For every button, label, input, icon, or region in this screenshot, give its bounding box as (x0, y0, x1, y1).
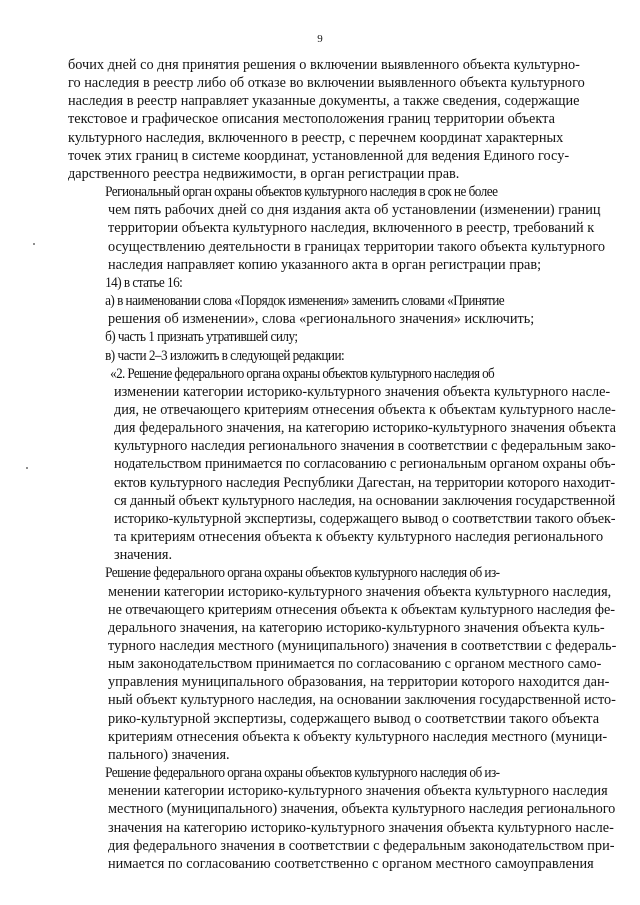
text-line: культурного наследия регионального значения в соответствии с федеральным зако- (114, 438, 616, 455)
paragraph (68, 564, 616, 764)
paragraph (68, 764, 616, 873)
text-line: б) часть 1 признать утратившей силу; (105, 329, 298, 346)
text-line: дия федерального значения в соответствии с федеральным законодательством при- (108, 837, 615, 854)
text-line: Решение федерального органа охраны объектов культурного наследия об из- (105, 565, 500, 582)
text-line: решения об изменении», слова «регионального значения» исключить; (108, 311, 535, 328)
text-line: Региональный орган охраны объектов культурного наследия в срок не более (105, 184, 498, 201)
text-line: рико-культурной экспертизы, содержащего вывод о соответствии такого объекта (108, 710, 600, 727)
text-line: ным законодательством принимается по согласованию с органом местного само- (108, 656, 602, 673)
text-line: го наследия в реестр либо об отказе во включении выявленного объекта культурного (68, 75, 585, 92)
text-line: бочих дней со дня принятия решения о включении выявленного объекта культурно- (68, 57, 580, 73)
text-line: нодательством принимается по согласованию с региональным органом охраны объ- (114, 456, 616, 473)
paragraph (68, 328, 616, 346)
text-line: дерального значения, на категорию историко-культурного значения объекта куль- (108, 619, 605, 636)
paragraph (68, 183, 616, 274)
text-line: ектов культурного наследия Республики Дагестан, на территории которого находит- (114, 474, 615, 491)
paragraph (68, 347, 616, 365)
scan-mark (33, 243, 35, 245)
text-line: дия, не отвечающего критериям отнесения объекта к объектам культурного насле- (114, 401, 616, 418)
text-line: дия федерального значения, на категорию историко-культурного значения объекта (114, 420, 616, 437)
text-line: «2. Решение федерального органа охраны объектов культурного наследия об (110, 365, 495, 382)
text-line: значения. (114, 547, 173, 564)
text-line: чем пять рабочих дней со дня издания акта об установлении (изменении) границ (108, 202, 601, 219)
text-line: критериям отнесения объекта к объекту культурного наследия местного (муници- (108, 728, 608, 745)
text-line: территории объекта культурного наследия, включенного в реестр, требований к (108, 220, 595, 237)
text-line: ся данный объект культурного наследия, на основании заключения государственной (114, 492, 616, 509)
paragraph (68, 292, 616, 328)
paragraph (68, 365, 616, 565)
text-line: управления муниципального образования, на территории которого находится дан- (108, 674, 610, 691)
text-line: 14) в статье 16: (105, 274, 183, 291)
text-line: ный объект культурного наследия, на основании заключения государственной исто- (108, 692, 616, 709)
paragraph (68, 274, 616, 292)
text-line: Решение федерального органа охраны объектов культурного наследия об из- (105, 765, 500, 782)
text-line: менении категории историко-культурного значения объекта культурного наследия, (108, 583, 612, 600)
scan-mark (26, 467, 28, 469)
text-line: осуществлению деятельности в границах территории такого объекта культурного (108, 238, 606, 255)
text-line: точек этих границ в системе координат, установленной для ведения Единого госу- (68, 147, 570, 164)
document-body (68, 56, 616, 873)
text-line: нимается по согласованию соответственно с органом местного самоуправления (108, 855, 594, 872)
text-line: та критериям отнесения объекта к объекту культурного наследия регионального (114, 529, 604, 546)
text-line: культурного наследия, включенного в реестр, с перечнем координат характерных (68, 129, 564, 146)
text-line: изменении категории историко-культурного значения объекта культурного насле- (114, 383, 611, 400)
text-line: не отвечающего критериям отнесения объекта к объектам культурного наследия фе- (108, 601, 615, 618)
text-line: наследия в реестр направляет указанные документы, а также сведения, содержащие (68, 93, 580, 110)
text-line: пального) значения. (108, 746, 230, 763)
page-number: 9 (317, 33, 323, 45)
text-line: а) в наименовании слова «Порядок изменения» заменить словами «Принятие (105, 293, 505, 310)
text-line: дарственного реестра недвижимости, в орган регистрации прав. (68, 165, 460, 182)
text-line: наследия направляет копию указанного акта в орган регистрации прав; (108, 256, 542, 273)
text-line: турного наследия местного (муниципального) значения в соответствии с федераль- (108, 638, 617, 654)
paragraph (68, 56, 616, 183)
text-line: историко-культурной экспертизы, содержащего вывод о соответствии такого объек- (114, 510, 616, 527)
text-line: текстовое и графическое описания местоположения границ территории объекта (68, 111, 555, 128)
text-line: местного (муниципального) значения, объекта культурного наследия регионального (108, 801, 616, 818)
text-line: в) части 2–3 изложить в следующей редакции: (105, 347, 345, 364)
text-line: менении категории историко-культурного значения объекта культурного наследия (108, 783, 608, 800)
text-line: значения на категорию историко-культурного значения объекта культурного насле- (108, 819, 614, 836)
